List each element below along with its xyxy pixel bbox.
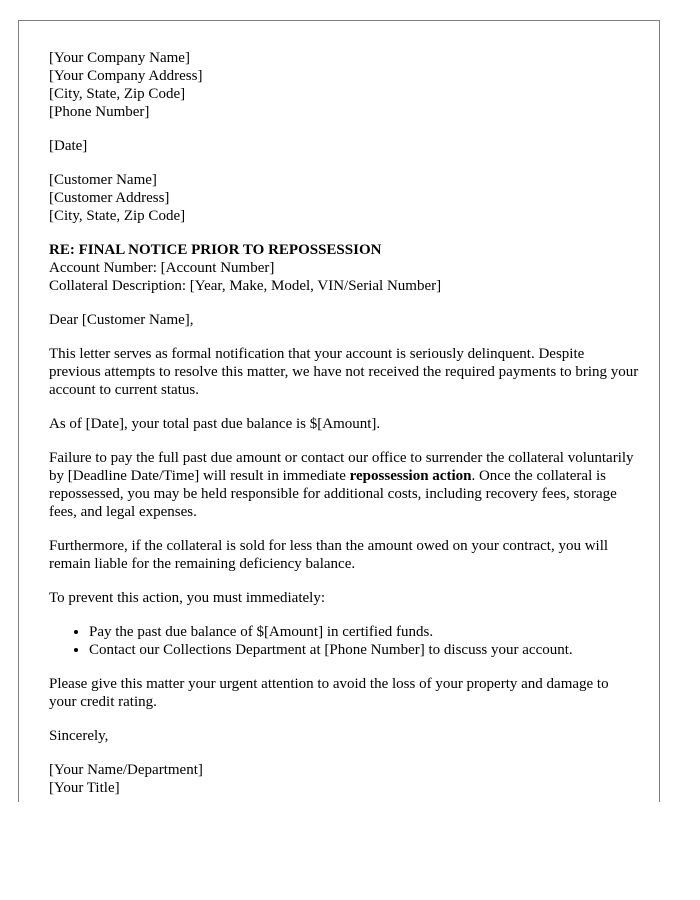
paragraph-repossession-warning: [49, 449, 639, 521]
sender-address: [49, 49, 639, 121]
paragraph-balance: As of [Date], your total past due balance is $[Amount].: [49, 416, 381, 432]
recipient-address: [49, 171, 639, 225]
sender-company-address: [Your Company Address]: [49, 68, 203, 84]
account-number: Account Number: [Account Number]: [49, 260, 275, 276]
action-list: [49, 623, 639, 659]
warning-text-start: Failure to pay the full past due amount or contact our office to surrender the collateral voluntarily by [Deadline Date/Time] will result in immediate: [49, 450, 634, 484]
signature-block: [49, 761, 639, 797]
subject-block: [49, 241, 639, 295]
recipient-address-line: [Customer Address]: [49, 190, 170, 206]
closing: Sincerely,: [49, 728, 109, 744]
letter-date: [Date]: [49, 138, 88, 154]
paragraph-prevent-action: To prevent this action, you must immediately:: [49, 590, 325, 606]
paragraph-delinquency: This letter serves as formal notification that your account is seriously delinquent. Despite previous attempts to resolve this matter, we have not received the required payments to bring your account to current status.: [49, 346, 639, 398]
letter-content: [49, 49, 639, 802]
sender-phone: [Phone Number]: [49, 104, 150, 120]
subject-title: RE: FINAL NOTICE PRIOR TO REPOSSESSION: [49, 242, 382, 258]
recipient-city-state-zip: [City, State, Zip Code]: [49, 208, 186, 224]
salutation: Dear [Customer Name],: [49, 312, 194, 328]
warning-text-end: . Once the collateral is repossessed, you may be held responsible for additional costs, including recovery fees, storage fees, and legal expenses.: [49, 468, 617, 520]
signature-title: [Your Title]: [49, 780, 120, 796]
action-item-contact: • Contact our Collections Department at [Phone Number] to discuss your account.: [89, 641, 639, 659]
sender-company-name: [Your Company Name]: [49, 50, 190, 66]
letter-date-block: [49, 137, 639, 155]
paragraph-deficiency: Furthermore, if the collateral is sold for less than the amount owed on your contract, you will remain liable for the remaining deficiency balance.: [49, 538, 609, 572]
signature-name: [Your Name/Department]: [49, 762, 203, 778]
sender-city-state-zip: [City, State, Zip Code]: [49, 86, 186, 102]
repossession-action-emphasis: repossession action: [349, 468, 472, 484]
letter-page: [18, 20, 660, 802]
action-item-pay: • Pay the past due balance of $[Amount] in certified funds.: [89, 623, 639, 641]
collateral-description: Collateral Description: [Year, Make, Model, VIN/Serial Number]: [49, 278, 442, 294]
recipient-name: [Customer Name]: [49, 172, 157, 188]
paragraph-urgent: Please give this matter your urgent attention to avoid the loss of your property and damage to your credit rating.: [49, 676, 609, 710]
